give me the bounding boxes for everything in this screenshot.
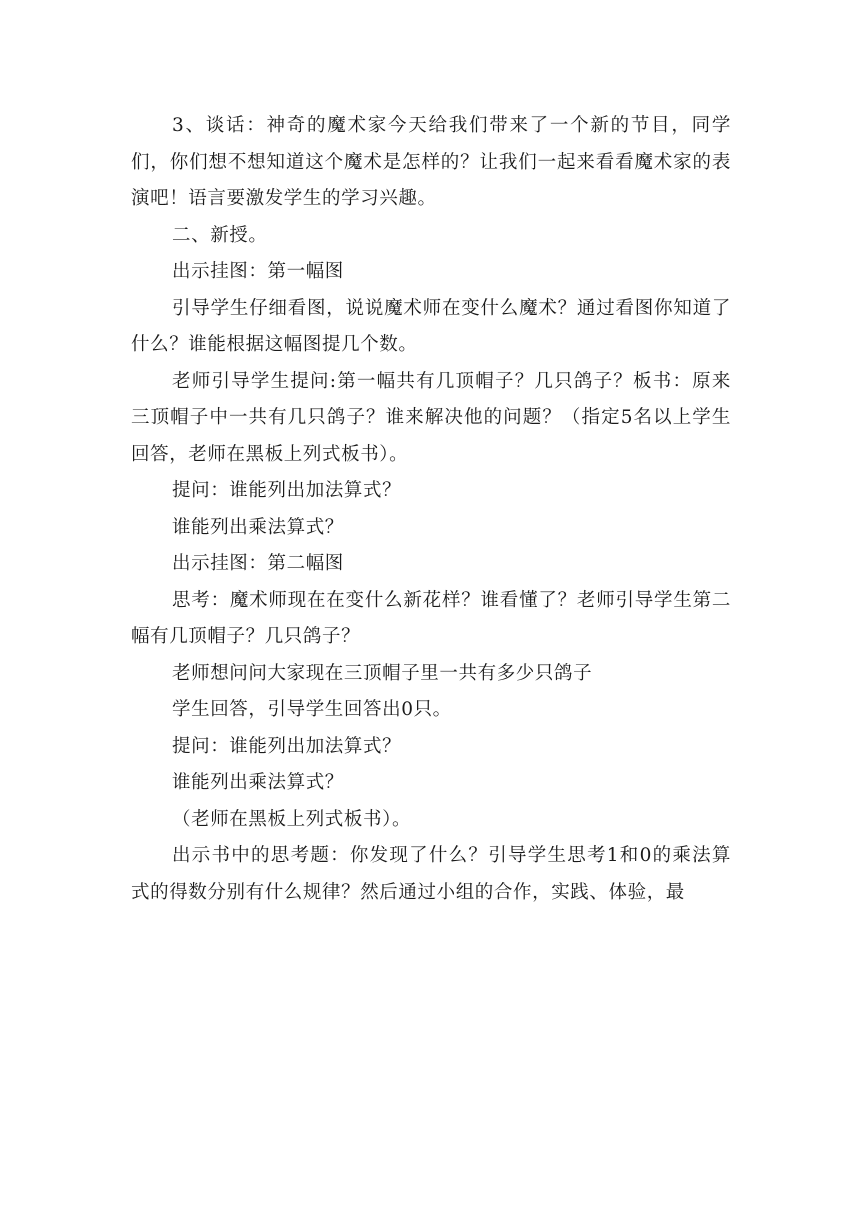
paragraph-show-picture-1: 出示挂图：第一幅图 <box>172 261 344 282</box>
paragraph-think-question: 出示书中的思考题：你发现了什么？引导学生思考1和0的乘法算式的得数分别有什么规律？然后通过小组的合作，实践、体验，最 <box>131 845 731 903</box>
paragraph-teacher-question-1: 老师引导学生提问:第一幅共有几顶帽子？几只鸽子？板书：原来三顶帽子中一共有几只鸽子？谁来解决他的问题？（指定5名以上学生回答，老师在黑板上列式板书）。 <box>131 370 731 465</box>
paragraph-ask-addition-2: 提问：谁能列出加法算式？ <box>172 735 402 757</box>
paragraph-ask-addition-1: 提问：谁能列出加法算式？ <box>172 480 402 501</box>
paragraph-ask-multiplication-2: 谁能列出乘法算式？ <box>172 772 344 793</box>
paragraph-student-answer-zero: 学生回答，引导学生回答出0只。 <box>172 699 452 720</box>
paragraph-teacher-asks-total: 老师想问问大家现在三顶帽子里一共有多少只鸽子 <box>172 662 593 684</box>
paragraph-ask-multiplication-1: 谁能列出乘法算式？ <box>172 516 344 538</box>
section-heading-new-lesson: 二、新授。 <box>172 224 268 246</box>
paragraph-think-new-trick: 思考：魔术师现在在变什么新花样？谁看懂了？老师引导学生第二幅有几顶帽子？几只鸽子？ <box>131 589 731 647</box>
paragraph-blackboard-note: （老师在黑板上列式板书）。 <box>172 808 412 830</box>
paragraph-talk-intro: 3、谈话：神奇的魔术家今天给我们带来了一个新的节目，同学们，你们想不想知道这个魔术是怎样的？让我们一起来看看魔术家的表演吧！语言要激发学生的学习兴趣。 <box>131 115 731 209</box>
paragraph-show-picture-2: 出示挂图：第二幅图 <box>172 553 344 574</box>
paragraph-guide-observe: 引导学生仔细看图，说说魔术师在变什么魔术？通过看图你知道了什么？谁能根据这幅图提几个数。 <box>131 297 731 355</box>
document-page <box>131 108 731 911</box>
